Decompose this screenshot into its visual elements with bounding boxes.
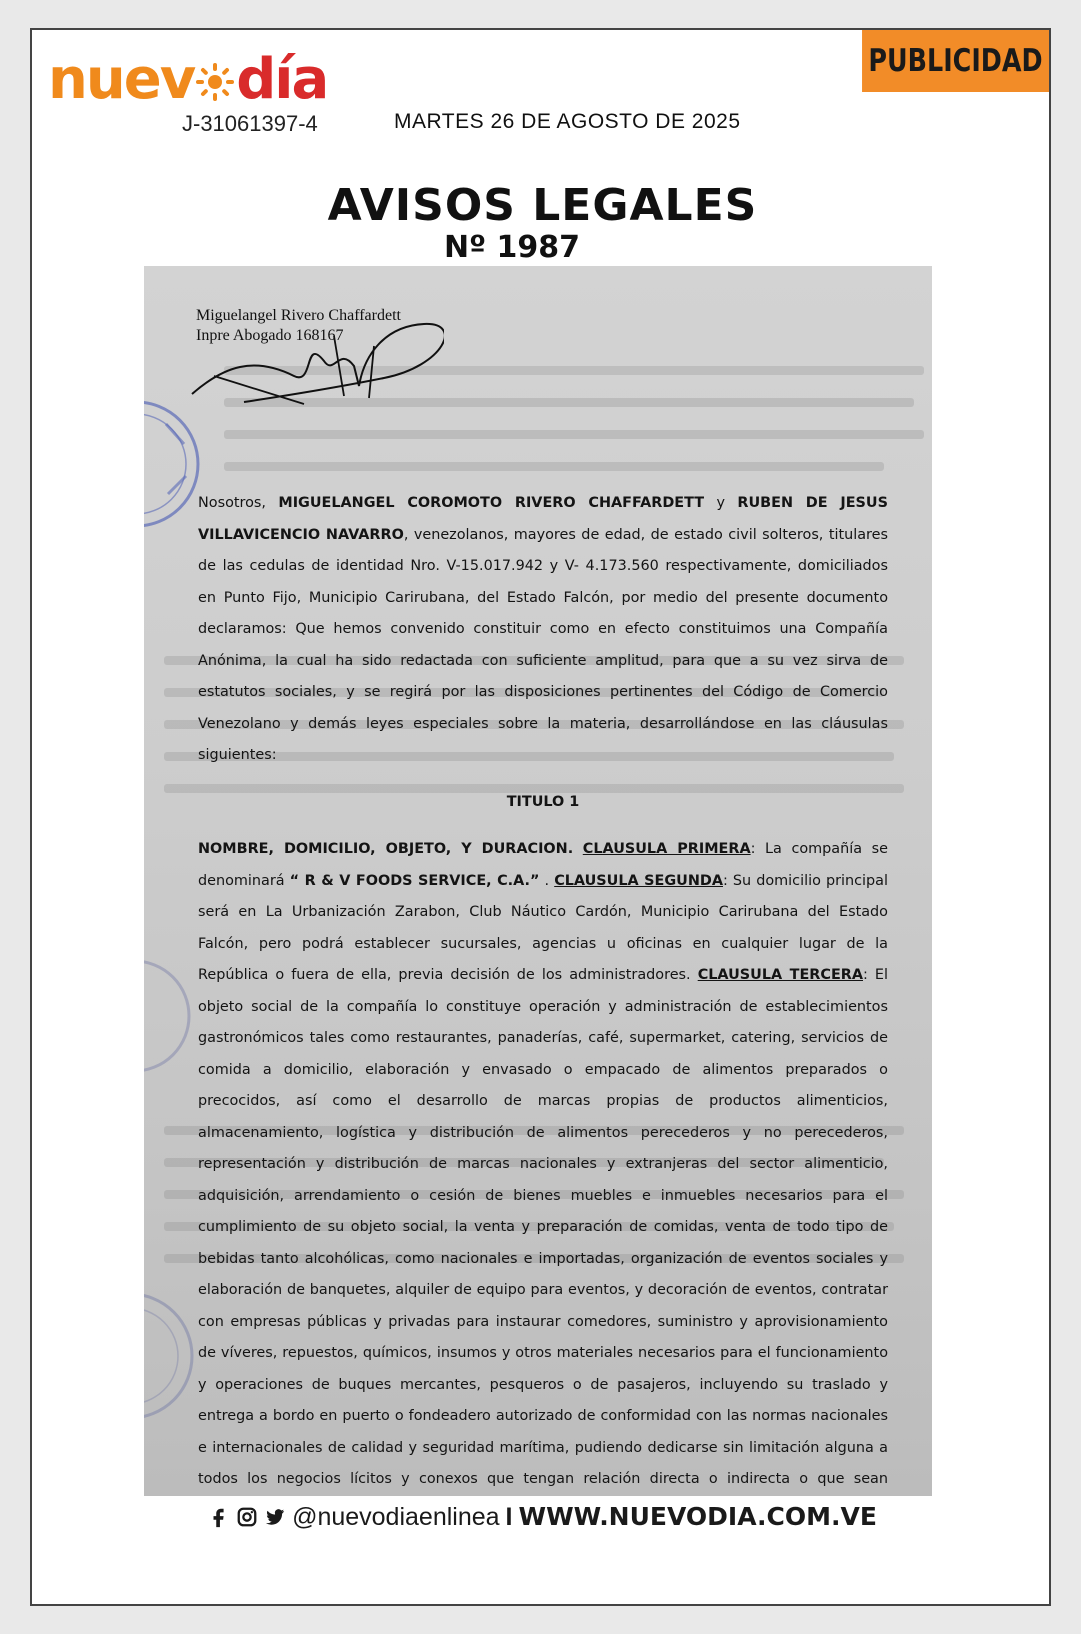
clause-2-heading: CLAUSULA SEGUNDA (554, 872, 723, 889)
footer-separator: I (505, 1503, 513, 1531)
social-icons (208, 1506, 286, 1528)
party-2-name: RUBEN DE JESUS VILLAVICENCIO NAVARRO (198, 495, 888, 543)
scanned-legal-document (144, 266, 932, 1496)
website-link[interactable]: WWW.NUEVODIA.COM.VE (518, 1502, 877, 1531)
company-name: “ R & V FOODS SERVICE, C.A.” (289, 872, 540, 889)
instagram-icon (236, 1506, 258, 1528)
publication-date: MARTES 26 DE AGOSTO DE 2025 (394, 110, 741, 133)
text-run: : La compañía se denominará (198, 841, 888, 889)
nuevodia-logo (48, 47, 328, 112)
official-stamp-icon (144, 384, 206, 544)
section-title: AVISOS LEGALES (327, 180, 758, 231)
lawyer-inpre: Inpre Abogado 168167 (196, 327, 344, 344)
title-heading: TITULO 1 (506, 793, 580, 810)
text-run: : El objeto social de la compañía lo constituye operación y administración de establecimientos gastronómicos tales como restaurantes, panaderías, café, supermarket, catering, servicios de comida a domicilio, elaboración y envasado o empacado de alimentos preparados o precocidos, así como el desarrollo de marcas propias de productos alimenticios, almacenamiento, logística y distribución de alimentos perecederos y no perecederos, representación y distribución de marcas nacionales y extranjeras del sector alimenticio, adquisición, arrendamiento o cesión de bienes muebles e inmuebles necesarios para el cumplimiento de su objeto social, la venta y preparación de comidas, venta de todo tipo de bebidas tanto alcohólicas, como nacionales e importadas, organización de eventos sociales y elaboración de banquetes, alquiler de equipo para eventos, y decoración de eventos, contratar con empresas públicas y privadas para instaurar comedores, suministro y aprovisionamiento de víveres, repuestos, químicos, insumos y otros materiales necesarios para el funcionamiento y operaciones de buques mercantes, pesqueros o de pasajeros, incluyendo su traslado y entrega a bordo en puerto o fondeadero autorizado de conformidad con las normas nacionales e internacionales de calidad y seguridad marítima, pudiendo dedicarse sin limitación alguna a todos los negocios lícitos y conexos que tengan relación directa o indirecta o que sean (198, 967, 888, 1487)
facebook-icon (208, 1506, 230, 1528)
sun-logo-icon (195, 62, 235, 102)
clause-1-heading: CLAUSULA PRIMERA (582, 841, 751, 857)
social-handle[interactable]: @nuevodiaenlinea (292, 1503, 500, 1531)
issue-number: Nº 1987 (444, 230, 580, 265)
logo-text-start: nuev (48, 47, 195, 112)
text-run: y (704, 495, 738, 511)
logo-text-end: día (236, 47, 328, 112)
handwritten-signature (184, 306, 444, 406)
text-run: . (539, 872, 555, 889)
text-run: : Su domicilio principal será en La Urbanización Zarabon, Club Náutico Cardón, Municipio Carirubana del Estado Falcón, pero podrá establecer sucursales, agencias u oficinas en cualquier lugar de la República o fuera de ella, previa decisión de los administradores. (198, 872, 888, 983)
official-stamp-icon (144, 1276, 200, 1436)
party-1-name: MIGUELANGEL COROMOTO RIVERO CHAFFARDETT (278, 495, 705, 511)
twitter-icon (264, 1506, 286, 1528)
text-run: , venezolanos, mayores de edad, de estado civil solteros, titulares de las cedulas de identidad Nro. V-15.017.942 y V- 4.173.560 respectivamente, domiciliados en Punto Fijo, Municipio Carirubana, del Estado Falcón, por medio del presente documento declaramos: Que hemos convenido constituir como en efecto constituimos una Compañía Anónima, la cual ha sido redactada con suficiente amplitud, para que a su vez sirva de estatutos sociales, y se regirá por las disposiciones pertinentes del Código de Comercio Venezolano y demás leyes especiales sobre la materia, desarrollándose en las cláusulas siguientes: (198, 526, 888, 763)
text-run: Nosotros, (198, 495, 279, 511)
lawyer-name: Miguelangel Rivero Chaffardett (196, 307, 401, 324)
official-stamp-icon (144, 946, 194, 1086)
document-body (198, 488, 888, 1496)
footer (32, 1502, 1051, 1532)
company-rif: J-31061397-4 (182, 111, 318, 136)
clauses-paragraph (198, 834, 888, 1496)
intro-paragraph (198, 488, 888, 772)
publicidad-banner: PUBLICIDAD (862, 30, 1049, 92)
chapter-heading: NOMBRE, DOMICILIO, OBJETO, Y DURACION. (198, 841, 574, 857)
clause-3-heading: CLAUSULA TERCERA (697, 967, 863, 983)
newspaper-page (30, 28, 1051, 1606)
